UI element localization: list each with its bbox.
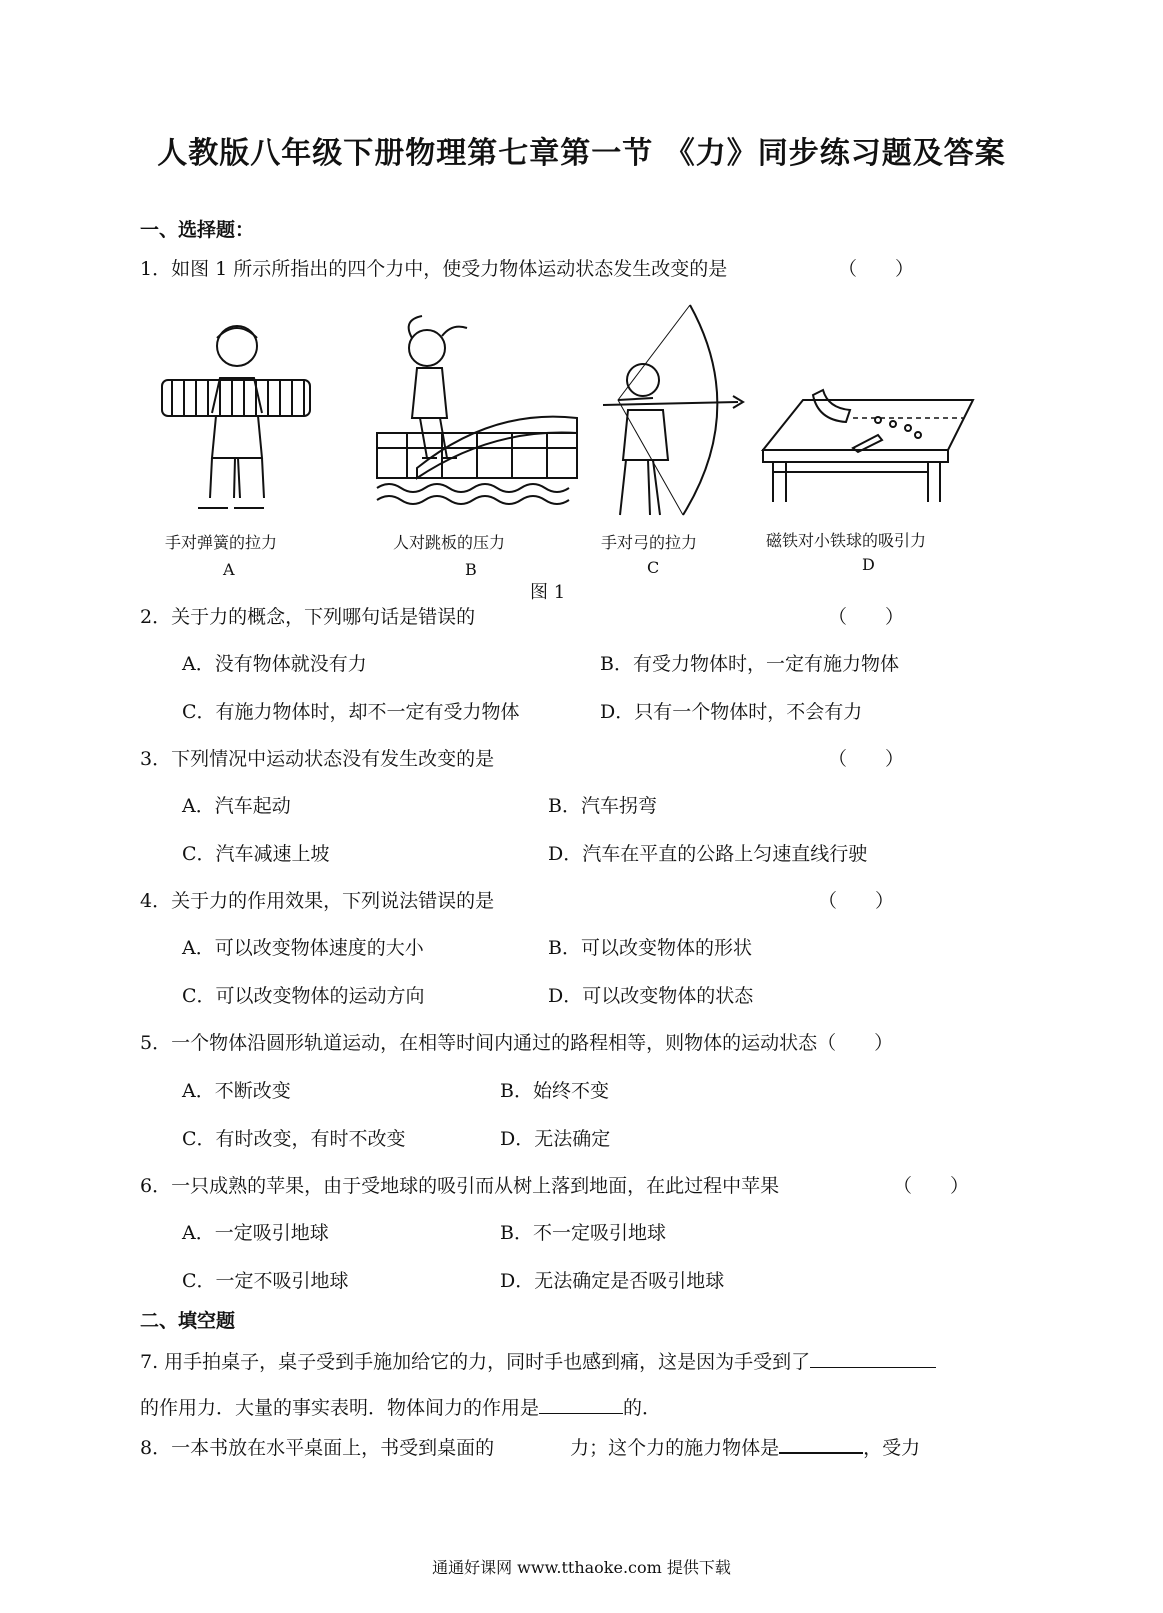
question-4-option-c: C．可以改变物体的运动方向: [182, 985, 425, 1007]
figure-a-letter: A: [223, 560, 235, 579]
figure-d-label: 磁铁对小铁球的吸引力: [766, 531, 927, 550]
question-3-answer-paren: （ ）: [828, 748, 905, 770]
question-5-option-c: C．有时改变，有时不改变: [182, 1128, 406, 1150]
question-4-answer-paren: （ ）: [818, 890, 895, 912]
question-7-line-2: [140, 1393, 661, 1420]
figure-caption: 图 1: [530, 582, 566, 603]
question-4-option-b: B．可以改变物体的形状: [548, 937, 752, 959]
question-6-text: 6．一只成熟的苹果，由于受地球的吸引而从树上落到地面，在此过程中苹果: [140, 1175, 780, 1197]
question-3-option-d: D．汽车在平直的公路上匀速直线行驶: [548, 843, 868, 865]
page-title: 人教版八年级下册物理第七章第一节 《力》同步练习题及答案: [157, 136, 1006, 171]
question-7-text-part-3: 的．: [623, 1397, 662, 1419]
section-heading-fill-in: 二、填空题: [140, 1310, 236, 1332]
question-3-option-b: B．汽车拐弯: [548, 795, 657, 817]
question-2-option-d: D．只有一个物体时，不会有力: [600, 701, 863, 723]
question-8-text-part-1: 8．一本书放在水平桌面上，书受到桌面的: [140, 1437, 495, 1459]
question-4-text: 4．关于力的作用效果，下列说法错误的是: [140, 890, 495, 912]
figure-c-letter: C: [647, 558, 660, 577]
question-8-blank-2[interactable]: [779, 1434, 863, 1454]
question-2-answer-paren: （ ）: [828, 606, 905, 628]
question-2-text: 2．关于力的概念，下列哪句话是错误的: [140, 606, 476, 628]
question-7-blank-2[interactable]: [539, 1395, 623, 1414]
question-7-blank-1[interactable]: [810, 1349, 936, 1368]
question-1-text: 1．如图 1 所示所指出的四个力中，使受力物体运动状态发生改变的是: [140, 258, 728, 280]
figure-d-magnet-ball-table-illustration: [758, 380, 978, 510]
figure-b-letter: B: [465, 560, 477, 579]
question-4-option-d: D．可以改变物体的状态: [548, 985, 754, 1007]
question-7-text-part-1: 7. 用手拍桌子，桌子受到手施加给它的力，同时手也感到痛，这是因为手受到了: [140, 1351, 811, 1373]
question-8-text-part-3: ，受力: [863, 1437, 921, 1459]
question-6-answer-paren: （ ）: [893, 1175, 970, 1197]
question-1-answer-paren: （ ）: [838, 258, 915, 280]
question-5-option-b: B．始终不变: [500, 1080, 609, 1102]
question-2-option-b: B．有受力物体时，一定有施力物体: [600, 653, 899, 675]
question-7-line-1: [140, 1347, 936, 1374]
question-5-option-a: A．不断改变: [182, 1080, 291, 1102]
question-2-option-a: A．没有物体就没有力: [182, 653, 367, 675]
question-6-option-c: C．一定不吸引地球: [182, 1270, 349, 1292]
question-6-option-d: D．无法确定是否吸引地球: [500, 1270, 725, 1292]
question-7-text-part-2: 的作用力．大量的事实表明．物体间力的作用是: [140, 1397, 540, 1419]
question-8-line-1: [140, 1433, 920, 1460]
question-2-option-c: C．有施力物体时，却不一定有受力物体: [182, 701, 520, 723]
question-3-text: 3．下列情况中运动状态没有发生改变的是: [140, 748, 495, 770]
figure-a-label: 手对弹簧的拉力: [165, 533, 278, 552]
question-5-text: 5．一个物体沿圆形轨道运动，在相等时间内通过的路程相等，则物体的运动状态（ ）: [140, 1032, 894, 1054]
figure-b-label: 人对跳板的压力: [393, 533, 506, 552]
figure-c-label: 手对弓的拉力: [601, 533, 698, 552]
question-6-option-a: A．一定吸引地球: [182, 1222, 329, 1244]
figure-a-spring-stretch-illustration: [150, 318, 320, 518]
figure-b-diving-board-illustration: [372, 308, 580, 513]
question-5-option-d: D．无法确定: [500, 1128, 611, 1150]
question-3-option-c: C．汽车减速上坡: [182, 843, 330, 865]
figure-c-archer-bow-illustration: [598, 300, 748, 522]
question-4-option-a: A．可以改变物体速度的大小: [182, 937, 424, 959]
figure-d-letter: D: [862, 555, 875, 574]
question-6-option-b: B．不一定吸引地球: [500, 1222, 666, 1244]
page-footer: 通通好课网 www.tthaoke.com 提供下载: [432, 1558, 731, 1577]
question-3-option-a: A．汽车起动: [182, 795, 291, 817]
question-8-text-part-2: 力；这个力的施力物体是: [570, 1437, 780, 1459]
section-heading-choice: 一、选择题：: [140, 219, 255, 241]
